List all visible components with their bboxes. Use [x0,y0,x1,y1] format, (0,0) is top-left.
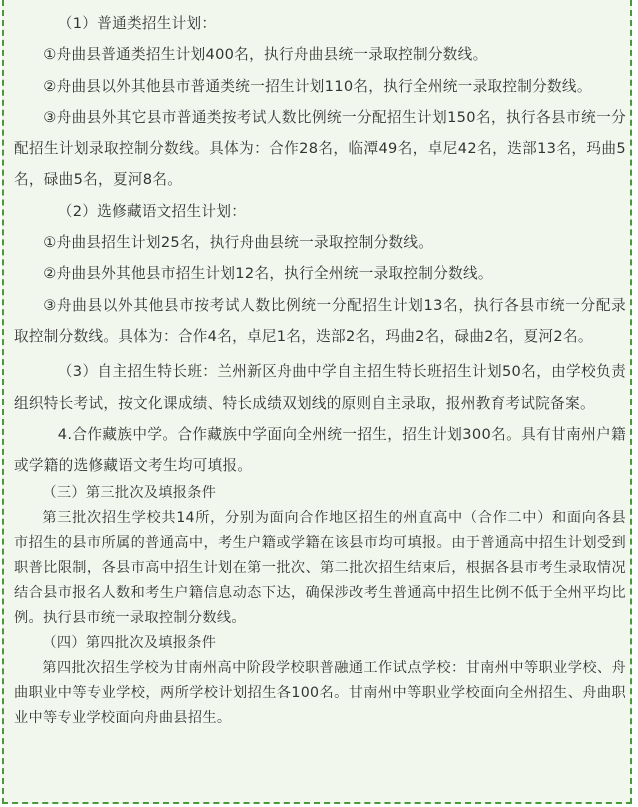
paragraph: ①舟曲县招生计划25名，执行舟曲县统一录取控制分数线。 [43,234,434,252]
section-heading-tibetan-plan: （2）选修藏语文招生计划： [57,202,247,220]
paragraph: 第三批次招生学校共14所，分别为面向合作地区招生的州直高中（合作二中）和面向各县市招生的县市所属的普通高中，考生户籍或学籍在该县市均可填报。由于普通高中招生计划受到职普比限制，各县市高中招生计划在第一批次、第二批次招生结束后，根据各县市考生录取情况结合县市报名人数和考生户籍信息动态下达，确保涉改考生普通高中招生比例不低于全州平均比例。执行县市统一录取控制分数线。 [14,510,626,627]
paragraph: ②舟曲县外其他县市招生计划12名，执行全州统一录取控制分数线。 [43,265,493,283]
section-heading-general-plan: （1）普通类招生计划： [57,15,217,32]
paragraph: ③舟曲县外其它县市普通类按考试人数比例统一分配招生计划150名，执行各县市统一分配招生计划录取控制分数线。具体为：合作28名，临潭49名，卓尼42名，迭部13名，玛曲5名，碌曲5名，夏河8名。 [14,108,626,189]
paragraph: ①舟曲县普通类招生计划400名，执行舟曲县统一录取控制分数线。 [43,46,488,64]
paragraph: ②舟曲县以外其他县市普通类统一招生计划110名，执行全州统一录取控制分数线。 [43,77,592,95]
section-heading-third-batch: （三）第三批次及填报条件 [42,485,217,502]
section-heading-fourth-batch: （四）第四批次及填报条件 [42,635,217,652]
paragraph: 4.合作藏族中学。合作藏族中学面向全州统一招生，招生计划300名。具有甘南州户籍或学籍的选修藏语文考生均可填报。 [14,425,626,475]
article-body [14,8,626,731]
article-frame [2,0,632,804]
paragraph: （3）自主招生特长班：兰州新区舟曲中学自主招生特长班招生计划50名，由学校负责组织特长考试，按文化课成绩、特长成绩双划线的原则自主录取，报州教育考试院备案。 [14,363,626,412]
paragraph: 第四批次招生学校为甘南州高中阶段学校职普融通工作试点学校：甘南州中等职业学校、舟曲职业中等专业学校，两所学校计划招生各100名。甘南州中等职业学校面向全州招生、舟曲职业中等专业学校面向舟曲县招生。 [14,660,626,727]
paragraph: ③舟曲县以外其他县市按考试人数比例统一分配招生计划13名，执行各县市统一分配录取控制分数线。具体为：合作4名，卓尼1名，迭部2名，玛曲2名，碌曲2名，夏河2名。 [14,296,626,345]
